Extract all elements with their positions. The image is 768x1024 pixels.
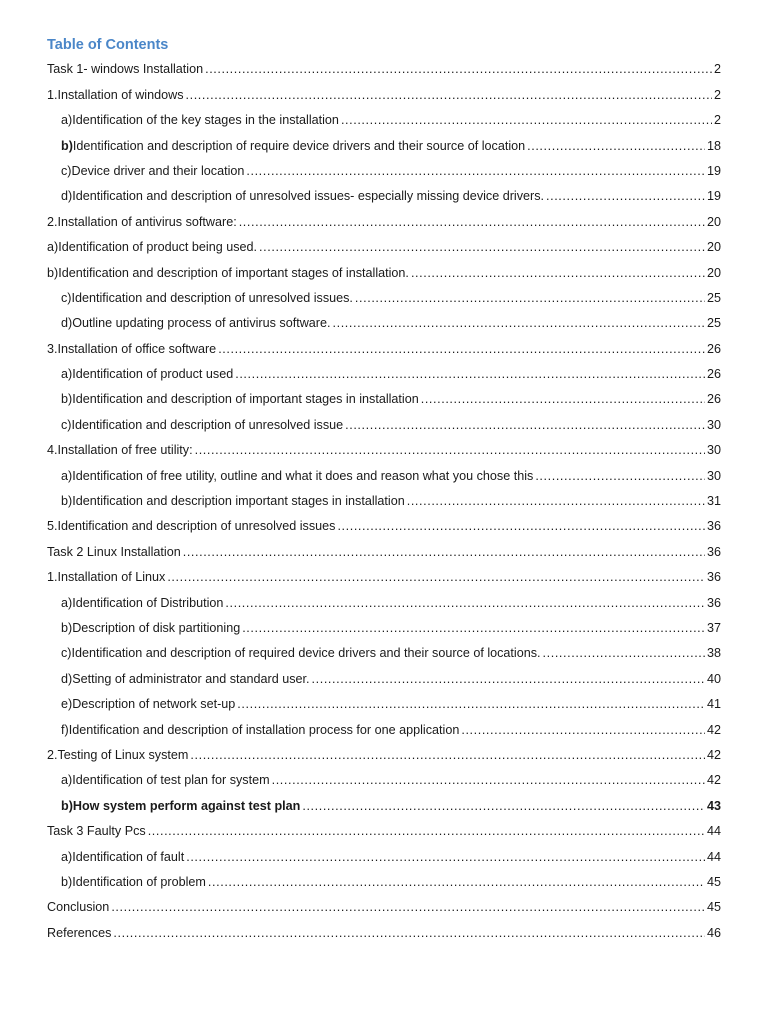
toc-entry-label [61,622,240,635]
dot-leader [272,774,705,787]
toc-entry[interactable] [0,108,768,133]
toc-entry-page-number: 41 [706,697,721,712]
dot-leader [355,292,705,305]
toc-entry-label [61,393,419,406]
toc-entry-page-number: 26 [706,341,721,356]
dot-leader [242,622,705,635]
toc-entry-text: d)Outline updating process of antivirus software. [61,316,331,331]
toc-entry[interactable] [0,209,768,234]
toc-entry-text: 3.Installation of office software [47,341,217,356]
dot-leader [543,647,705,660]
toc-entry-page-number: 36 [706,570,721,585]
toc-entry[interactable] [0,565,768,590]
toc-entry-label [47,343,216,356]
toc-entry-page-number: 30 [706,417,721,432]
toc-entry-page-number: 42 [706,722,721,737]
toc-entry-label [47,216,237,229]
dot-leader [333,317,705,330]
toc-entry-page-number: 42 [706,773,721,788]
dot-leader [186,89,712,102]
toc-entry-text: c)Identification and description of unresolved issue [61,417,344,432]
toc-entry-page-number: 38 [706,646,721,661]
toc-entry-text: c)Identification and description of required device drivers and their source of locations. [61,646,541,661]
dot-leader [225,597,705,610]
toc-entry-text: b)Description of disk partitioning [61,620,241,635]
toc-entry-page-number: 36 [706,544,721,559]
toc-entry-label [61,673,310,686]
toc-entry-page-number: 36 [706,519,721,534]
toc-entry-page-number: 20 [706,214,721,229]
toc-entry[interactable] [0,311,768,336]
dot-leader [183,546,705,559]
toc-entry-text: d)Setting of administrator and standard user. [61,671,310,686]
toc-entry-text: c)Device driver and their location [61,163,245,178]
toc-entry[interactable] [0,793,768,818]
toc-entry-page-number: 36 [706,595,721,610]
toc-entry[interactable] [0,184,768,209]
dot-leader [239,216,705,229]
dot-leader [237,698,705,711]
toc-entry[interactable] [0,336,768,361]
toc-entry[interactable] [0,641,768,666]
toc-entry-text: 5.Identification and description of unresolved issues [47,519,336,534]
toc-entry-text: 4.Installation of free utility: [47,443,193,458]
dot-leader [337,520,705,533]
toc-entry-label [61,419,343,432]
toc-entry[interactable] [0,920,768,945]
toc-entry-text: References [47,925,112,940]
dot-leader [190,749,705,762]
toc-entry-text: b)Identification of problem [61,874,206,889]
toc-entry-text: f)Identification and description of installation process for one application [61,722,460,737]
toc-entry-label [61,698,235,711]
toc-entry-page-number: 25 [706,290,721,305]
toc-list [0,57,768,946]
toc-entry-page-number: 20 [706,240,721,255]
dot-leader [345,419,705,432]
toc-entry[interactable] [0,539,768,564]
toc-entry[interactable] [0,844,768,869]
toc-entry-page-number: 18 [706,138,721,153]
toc-entry-page-number: 44 [706,824,721,839]
toc-entry-page-number: 37 [706,620,721,635]
toc-entry-page-number: 31 [706,494,721,509]
toc-entry[interactable] [0,692,768,717]
toc-entry-text: Conclusion [47,900,110,915]
dot-leader [407,495,705,508]
toc-entry-label [47,749,188,762]
toc-entry-page-number: 19 [706,189,721,204]
toc-entry-label [61,724,459,737]
toc-entry-label [61,876,206,889]
toc-entry-page-number: 2 [713,87,721,102]
toc-entry-text: d)Identification and description of unresolved issues- especially missing device drivers. [61,189,544,204]
toc-entry[interactable] [0,159,768,184]
toc-entry-label [47,825,146,838]
toc-entry[interactable] [0,895,768,920]
toc-entry[interactable] [0,260,768,285]
toc-entry-label [61,165,244,178]
toc-entry-page-number: 44 [706,849,721,864]
dot-leader [167,571,705,584]
toc-title: Table of Contents [47,37,169,53]
toc-entry-page-number: 20 [706,265,721,280]
toc-entry[interactable] [0,870,768,895]
toc-entry-text: c)Identification and description of unresolved issues. [61,290,353,305]
toc-entry[interactable] [0,489,768,514]
toc-entry-text: Identification and description of require device drivers and their source of location [72,138,526,153]
toc-entry[interactable] [0,133,768,158]
toc-entry-label [61,470,533,483]
toc-entry-text: 2.Testing of Linux system [47,747,189,762]
toc-entry-label [61,114,339,127]
toc-entry-label [61,368,233,381]
toc-entry-label [47,444,193,457]
toc-entry-label [61,140,525,153]
toc-entry-text: e)Description of network set-up [61,697,236,712]
toc-entry-text: a)Identification of the key stages in the installation [61,113,339,128]
dot-leader [111,901,705,914]
toc-entry-text: b)How system perform against test plan [61,798,301,813]
toc-entry[interactable] [0,412,768,437]
toc-entry[interactable] [0,463,768,488]
toc-entry-page-number: 46 [706,925,721,940]
dot-leader [411,267,705,280]
toc-entry[interactable] [0,235,768,260]
toc-entry-label [47,267,409,280]
toc-entry-text: Task 2 Linux Installation [47,544,181,559]
toc-entry[interactable] [0,717,768,742]
toc-entry[interactable] [0,743,768,768]
toc-entry-prefix: b) [61,138,73,153]
toc-entry-page-number: 30 [706,468,721,483]
toc-entry-page-number: 2 [713,113,721,128]
toc-entry-text: 1.Installation of Linux [47,570,166,585]
toc-entry[interactable] [0,819,768,844]
toc-entry-page-number: 43 [706,798,721,813]
toc-entry-page-number: 45 [706,874,721,889]
dot-leader [195,444,705,457]
toc-entry[interactable] [0,514,768,539]
toc-entry-page-number: 26 [706,392,721,407]
toc-entry-page-number: 2 [713,62,721,77]
toc-entry-text: b)Identification and description important stages in installation [61,494,405,509]
toc-entry[interactable] [0,666,768,691]
toc-entry-label [61,292,353,305]
dot-leader [246,165,705,178]
toc-entry-label [47,927,111,940]
toc-entry[interactable] [0,438,768,463]
toc-entry-label [47,546,181,559]
dot-leader [535,470,705,483]
toc-entry-page-number: 45 [706,900,721,915]
toc-entry-text: a)Identification of test plan for system [61,773,270,788]
toc-entry-label [61,851,184,864]
toc-entry[interactable] [0,768,768,793]
toc-entry-label [47,520,335,533]
toc-entry[interactable] [0,590,768,615]
toc-entry-text: a)Identification of free utility, outline and what it does and reason what you chose this [61,468,534,483]
toc-entry-label [61,597,223,610]
toc-entry-label [61,800,300,813]
toc-entry-page-number: 26 [706,367,721,382]
dot-leader [421,393,705,406]
toc-entry-text: a)Identification of product used [61,367,234,382]
toc-entry-label [61,317,331,330]
toc-entry[interactable] [0,57,768,82]
toc-entry[interactable] [0,616,768,641]
dot-leader [461,724,705,737]
dot-leader [208,876,705,889]
toc-entry-text: 2.Installation of antivirus software: [47,214,237,229]
toc-entry-label [61,774,270,787]
dot-leader [302,800,705,813]
dot-leader [527,140,705,153]
toc-entry-text: b)Identification and description of important stages of installation. [47,265,409,280]
dot-leader [186,851,705,864]
dot-leader [205,63,712,76]
dot-leader [259,241,705,254]
toc-entry[interactable] [0,387,768,412]
toc-entry-page-number: 42 [706,747,721,762]
toc-entry-text: b)Identification and description of important stages in installation [61,392,419,407]
toc-entry-label [47,89,184,102]
toc-entry-text: a)Identification of Distribution [61,595,224,610]
toc-entry-label [61,647,541,660]
toc-entry-label [47,901,109,914]
toc-entry-page-number: 19 [706,163,721,178]
toc-entry[interactable] [0,286,768,311]
toc-entry-text: Task 3 Faulty Pcs [47,824,146,839]
toc-entry-label [47,241,257,254]
toc-entry-text: 1.Installation of windows [47,87,184,102]
dot-leader [148,825,705,838]
dot-leader [312,673,705,686]
toc-entry-label [61,495,405,508]
toc-entry[interactable] [0,362,768,387]
toc-entry-text: a)Identification of product being used. [47,240,258,255]
dot-leader [235,368,705,381]
toc-entry-label [47,63,203,76]
dot-leader [546,190,705,203]
toc-entry-label [61,190,544,203]
toc-entry-page-number: 30 [706,443,721,458]
dot-leader [113,927,705,940]
toc-entry-label [47,571,165,584]
toc-entry[interactable] [0,82,768,107]
toc-entry-page-number: 40 [706,671,721,686]
dot-leader [218,343,705,356]
toc-entry-text: a)Identification of fault [61,849,185,864]
toc-entry-page-number: 25 [706,316,721,331]
dot-leader [341,114,712,127]
toc-entry-text: Task 1- windows Installation [47,62,204,77]
